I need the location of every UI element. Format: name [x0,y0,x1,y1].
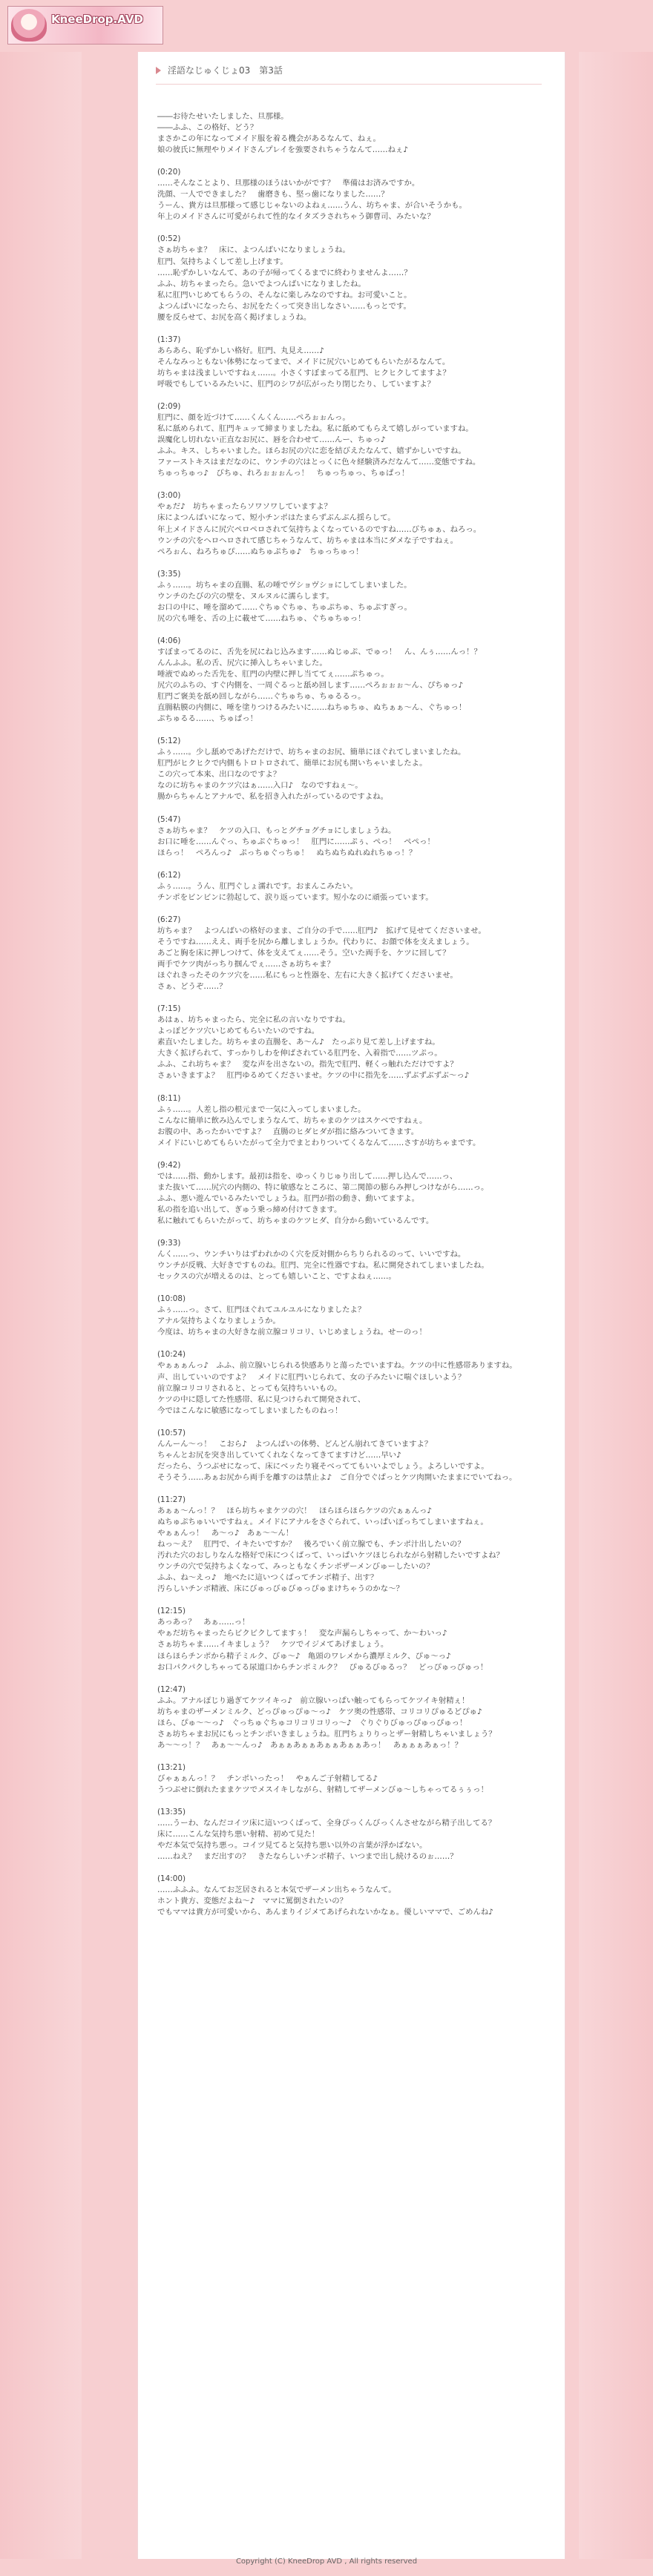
story-paragraph: ――お待たせいたしました、旦那様。 ――ふふ、この格好、どう？ まさかこの年になってメイド服を着る機会があるなんて、ねぇ。 娘の彼氏に無理やりメイドさんプレイを強要されちゃうなんて……ねぇ♪ [157,112,408,155]
story-paragraph: (11:27) あぁぁ～んっ！？ ほら坊ちゃまケツの穴！ ほらほらほらケツの穴ぁぁんっ♪ ぬちゅぷちゅいいですねぇ。メイドにアナルをさぐられて、いっぱいぽっちてしまいますねぇ。 やぁぁんっ！ あ～っ♪ あぁ～～ん！ ねっ～え？ 肛門で、イキたいですか？ 後ろでいく前立腺でも、チンポ汁出したいの？ 汚れた穴のおしりなんな格好で床につくばって、いっぱいケツほじられながら射精したいですよね？ ウンチの穴で気持ちよくなって、みっともなくチンポザーメンびゅーしたいの？ ふふ、ね～えっ♪ 地べたに這いつくばってチンポ精子、出す？ 汚らしいチンポ精液、床にびゅっびゅびゅっぴゅまけちゃうのかな～？ [157,1495,505,1594]
story-paragraph: (5:47) さぁ坊ちゃま？ ケツの入口、もっとグチョグチョにしましょうね。 お口に唾を……んぐっ、ちゅぷぐちゅっ！ 肛門に……ぷぅ、ぺっ！ ぺぺっ！ ほらっ！ ぺろんっ♪ ぷっちゅぐっちゅ！ ぬちぬちぬれぬれちゅっ！？ [157,814,435,857]
story-paragraph: (2:09) 肛門に、顔を近づけて……くんくん……ぺろぉぉんっ。 私に舐められて、肛門キュッて締まりましたね。私に舐めてもらえて嬉しがっていますね。 誤魔化し切れない正直なお尻に、唇を合わせて……んー、ちゅっ♪ ふふ。キス、しちゃいました。ほらお尻の穴に恋を結びえたなんて、嬉ずかしいですね。 ファーストキスはまだなのに、ウンチの穴はとっくに色々経験済みだなんて……変態ですね。 ちゅっちゅっ♪ びちゅ、れろぉぉぉんっ！ ちゅっちゅっ、ちゅぱっ！ [157,402,481,478]
page-title: 淫語なじゅくじょ03 第3話 [168,65,283,76]
story-paragraph: (0:52) さぁ坊ちゃま？ 床に、よつんばいになりましょうね。 肛門、気持ちよくして差し上げます。 ……恥ずかしいなんて、あの子が帰ってくるまでに終わりませんよ……？ ふふ、坊ちゃまったら。急いでよつんばいになりましたね。 私に肛門いじめてもらうの、そんなに楽しみなのですね。お可愛いこと。 よつんばいになったら、お尻をたくって突き出しなさい……もっとです。 腰を反らせて、お尻を高く掲げましょうね。 [157,234,412,322]
story-paragraph: (4:06) すぼまってるのに、舌先を尻にねじ込みます……ぬじゅぷ、でゅっ！ ん、んぅ……んっ！？ んんふふ。私の舌、尻穴に挿入しちゃいました。 唾液でぬめった舌先を、肛門の内壁に押し当ててぇ……ぷちゅっ。 尻穴のふちの、すぐ内側を、一周ぐるっと舐め回します……ぺろぉぉぉ～ん、ぴちゅっ♪ 肛門ご褒美を舐め回しながら……ぐちゅちゅ、ちゅるるっ。 直腸粘膜の内側に、唾を塗りつけるみたいに……ねちゅちゅ、ぬちぁぁ～ん、ぐちゅっ！ ぷちゅるる……、ちゅぱっ！ [157,636,482,724]
story-paragraph: (9:33) んく……っ、ウンチいりはずわれかのく穴を反対側からちりられるのって、いいですね。 ウンチが反戦、大好きですものね。肛門、完全に性器ですね。私に開発されてしまいましたね。 セックスの穴が増えるのは、とっても嬉しいこと、ですよねぇ……。 [157,1239,489,1282]
story-paragraph: (3:00) やぁだ♪ 坊ちゃまったらソワソワしていますよ？ 床によつんばいになって、短小チンポはたまらずぶんぶん揺らして。 年上メイドさんに尻穴ペロペロされて気持ちよくなっているのですね……びちゅぁ、ねろっ。 ウンチの穴をヘロヘロされて感じちゃうなんて、坊ちゃまは本当にダメな子ですねぇ。 ぺろぉん、ねろちゅぴ……ぬちゅぷちゅ♪ ちゅっちゅっ！ [157,491,482,556]
story-paragraph: (13:35) ……うーわ、なんだコイツ床に這いつくばって、全身ぴっくんびっくんさせながら精子出してる？ 床に……こんな気持ち悪い射精、初めて見た！ やだ本気で気持ち悪っ。コイツ見てると気持ち悪い以外の言葉が浮かばない。 ……ねえ？ まだ出すの？ きたならしいチンポ精子、いつまで出し続けるのぉ……？ [157,1808,496,1862]
page-title-bar [156,64,542,80]
story-paragraph: (9:42) では……指、動かします。最初は指を、ゆっくりじゅり出して……押し込んで……っ、 また抜いて……尻穴の内側の、特に敏感なところに、第二関節の膨らみ押しつけながら……っ。 ふふ、悪い遊んでいるみたいでしょうね。肛門が指の動き、動いてますよ。 私の指を追い出して、ぎゅう乗っ締め付けてきます。 私に触れてもらいたがって、坊ちゃまのケツヒダ、自分から動いているんです。 [157,1160,489,1225]
story-paragraph: (8:11) ふぅ……。人差し指の根元まで一気に入ってしまいました。 こんなに簡単に飲み込んでしまうなんて、坊ちゃまのケツはスケベですねぇ。 お腹の中、あったかいですよ？ 直腸のヒダヒダが指に絡みついてきます。 メイドにいじめてもらいたがって全力でまとわりついてくるなんて……さすが坊ちゃまです。 [157,1093,481,1147]
story-paragraph: (12:47) ふふ。アナルぽじり過ぎてケツイキっ♪ 前立腺いっぱい触ってもらってケツイキ射精ぇ！ 坊ちゃまのザーメンミルク、どっぴゅっぴゅ～っ♪ ケツ奥の性感帯、コリコリぴゅるどぴゅ♪ ほら、ぴゅ～～っ♪ ぐっちゅぐちゅコリコリコリっ～♪ ぐりぐりびゅっぴゅっぴゅっ！ さぁ坊ちゃまお尻にもっとチンポいきましょうね。肛門ちょりりっとザー射精しちゃいましょう？ あ～～っ！？ あぁ～～んっ♪ あぁぁあぁぁあぁぁあぁぁあっ！ あぁぁぁあぁっ！？ [157,1684,496,1750]
story-paragraph: (6:27) 坊ちゃま？ よつんばいの格好のまま、ご自分の手で……肛門♪ 拡げて見せてくださいませ。 そうですね……ええ、両手を尻から離しましょうか。代わりに、お顔で体を支えましょう。 あごと胸を床に押しつけて、体を支えてぇ……そう。空いた両手を、ケツに回して？ 両手でケツ肉がっちり掴んでぇ……さぁ坊ちゃま？ ほぐれきったそのケツ穴を……私にもっと性器を、左右に大きく拡げてくださいませ。 さぁ、どうぞ……？ [157,915,486,992]
story-paragraph: (5:12) ふぅ……。少し舐めであげただけで、坊ちゃまのお尻、簡単にほぐれてしまいましたね。 肛門がヒクヒクで内側もトロトロされて、簡単にお尻も開いちゃいましたよ。 この穴って本来、出口なのですよ？ なのに坊ちゃまのケツ穴はぁ……入口♪ なのですねぇ～。 腸からちゃんとアナルで、私を招き入れたがっているのですよね。 [157,737,466,802]
logo-character-image [11,9,47,42]
story-paragraph: (14:00) ……ふふふ。なんてお芝居されると本気でザーメン出ちゃうなんて。 ホント貴方、変態だよね～♪ ママに罵倒されたいの？ でもママは貴方が可愛いから、あんまりイジメてあげられないかなぁ。優しいママで、ごめんね♪ [157,1874,493,1917]
story-paragraph: (12:15) あっあっ？ あぁ……っ！ やぁだ坊ちゃまったらビクビクしてますぅ！ 変な声漏らしちゃって、か～わいっ♪ さぁ坊ちゃま……イキましょう？ ケツでイジメてあげましょう。 ほらほらチンポから精子ミルク、びゅ～♪ 亀頭のワレメから濃厚ミルク、ぴゅ～っ♪ お口パクパクしちゃってる尿道口からチンポミルク？ ぴゅるびゅるっ？ どっぴゅっぴゅっ！ [157,1607,488,1672]
story-paragraph: (10:24) やぁぁぁんっ♪ ふふ、前立腺いじられる快感ありと蕩ったでいますね。ケツの中に性感帯ありますね。 声、出していいのですよ？ メイドに肛門いじられて、女の子みたいに喘ぐほしいよう？ 前立腺コリコリされると、とっても気持ちいいもの。 ケツの中に隠してた性感帯、私に見つけられて開発されて、 今ではこんなに敏感になってしまいましたものねっ！ [157,1350,517,1415]
story-body [157,111,558,1929]
title-divider [156,84,542,85]
story-paragraph: (0:20) ……そんなことより、旦那様のほうはいかがです？ 準備はお済みですか。 洗顔、一人でできました？ 歯磨きも、堅っ歯になりました……？ うーん、貴方は旦那様って感じじゃないのよねぇ……うん、坊ちゃま、が合いそうかも。 年上のメイドさんに可愛がられて性的なイタズラされちゃう御曹司、みたいな？ [157,168,467,222]
copyright-text: Copyright (C) KneeDrop AVD , All rights reserved [235,2557,418,2566]
story-paragraph: (6:12) ふぅ……。うん、肛門ぐしょ濡れです。おまんこみたい。 チンポをビンビンに勃起して、涙り返っています。短小なのに頑張っています。 [157,870,433,902]
story-paragraph: (3:35) ふぅ……。坊ちゃまの直腸、私の唾でヴショヴショにしてしまいました。 ウンチのたびの穴の壁を、ヌルヌルに濡らします。 お口の中に、唾を溜めて……ぐちゅぐちゅ、ちゅぷちゅ、ちゅぷすぎっ。 尻の穴も唾を、舌の上に載せて……ねちゅ、ぐちゅちゅっ！ [157,569,412,623]
story-paragraph: (1:37) あらあら、恥ずかしい格好。肛門、丸見え……♪ そんなみっともない体勢になってまで、メイドに尻穴いじめてもらいたがるなんて。 坊ちゃまは浅ましいですねぇ……。小さくすぼまってる肛門、ヒクヒクしてますよ？ 呼吸でもしているみたいに、肛門のシワが広がったり閉じたり、していますよ？ [157,335,450,389]
story-paragraph: (13:21) びゃぁぁんっ！？ チンポいったっ！ やぁんご子射精してる♪ うつぶせに倒れたままケツでメスイキしながら、射精してザーメンびゅ～しちゃってるぅぅっ！ [157,1762,488,1794]
story-paragraph: (10:08) ふぅ……っ。さて、肛門ほぐれてユルユルになりましたよ？ アナル気持ちよくなりましょうか。 今度は、坊ちゃまの大好きな前立腺コリコリ、いじめましょうね。せーのっ！ [157,1294,427,1337]
header [0,0,653,52]
logo-text: KneeDrop.AVD [51,13,143,26]
story-paragraph: (7:15) あはぁ、坊ちゃまったら、完全に私の言いなりですね。 よっぽどケツ穴いじめてもらいたいのですね。 素直いたしました。坊ちゃまの直腸を、あ～ん♪ たっぷり見て差し上げますね。 大きく拡げられて、すっかりしわを伸ばされている肛門を、入着指で……ツぷっ。 ふふ、これ坊ちゃま？ 変な声を出さないの。指先で肛門、軽くっ触れただけですよ？ さぁいきますよ？ 肛門ゆるめてくださいませ。ケツの中に指先を……ずぶずぶずぶ～っ♪ [157,1004,470,1081]
story-paragraph: (10:57) んんーん～っ！ こおら♪ よつんばいの体勢、どんどん崩れてきていますよ？ ちゃんとお尻を突き出していてくれなくなってきてますけど……早い♪ だったら、うつぶせになって、床にベッたり寝そべっててもいいよでしょう。よろしいですよ。 そうそう……あぁお尻から両手を離すのは禁止よ♪ ご自分でぐぱっとケツ肉開いたままにでいてねっ。 [157,1428,517,1482]
right-decoration [579,52,653,2576]
site-logo[interactable] [7,6,163,45]
left-decoration [0,52,82,2576]
triangle-bullet-icon [156,67,161,74]
